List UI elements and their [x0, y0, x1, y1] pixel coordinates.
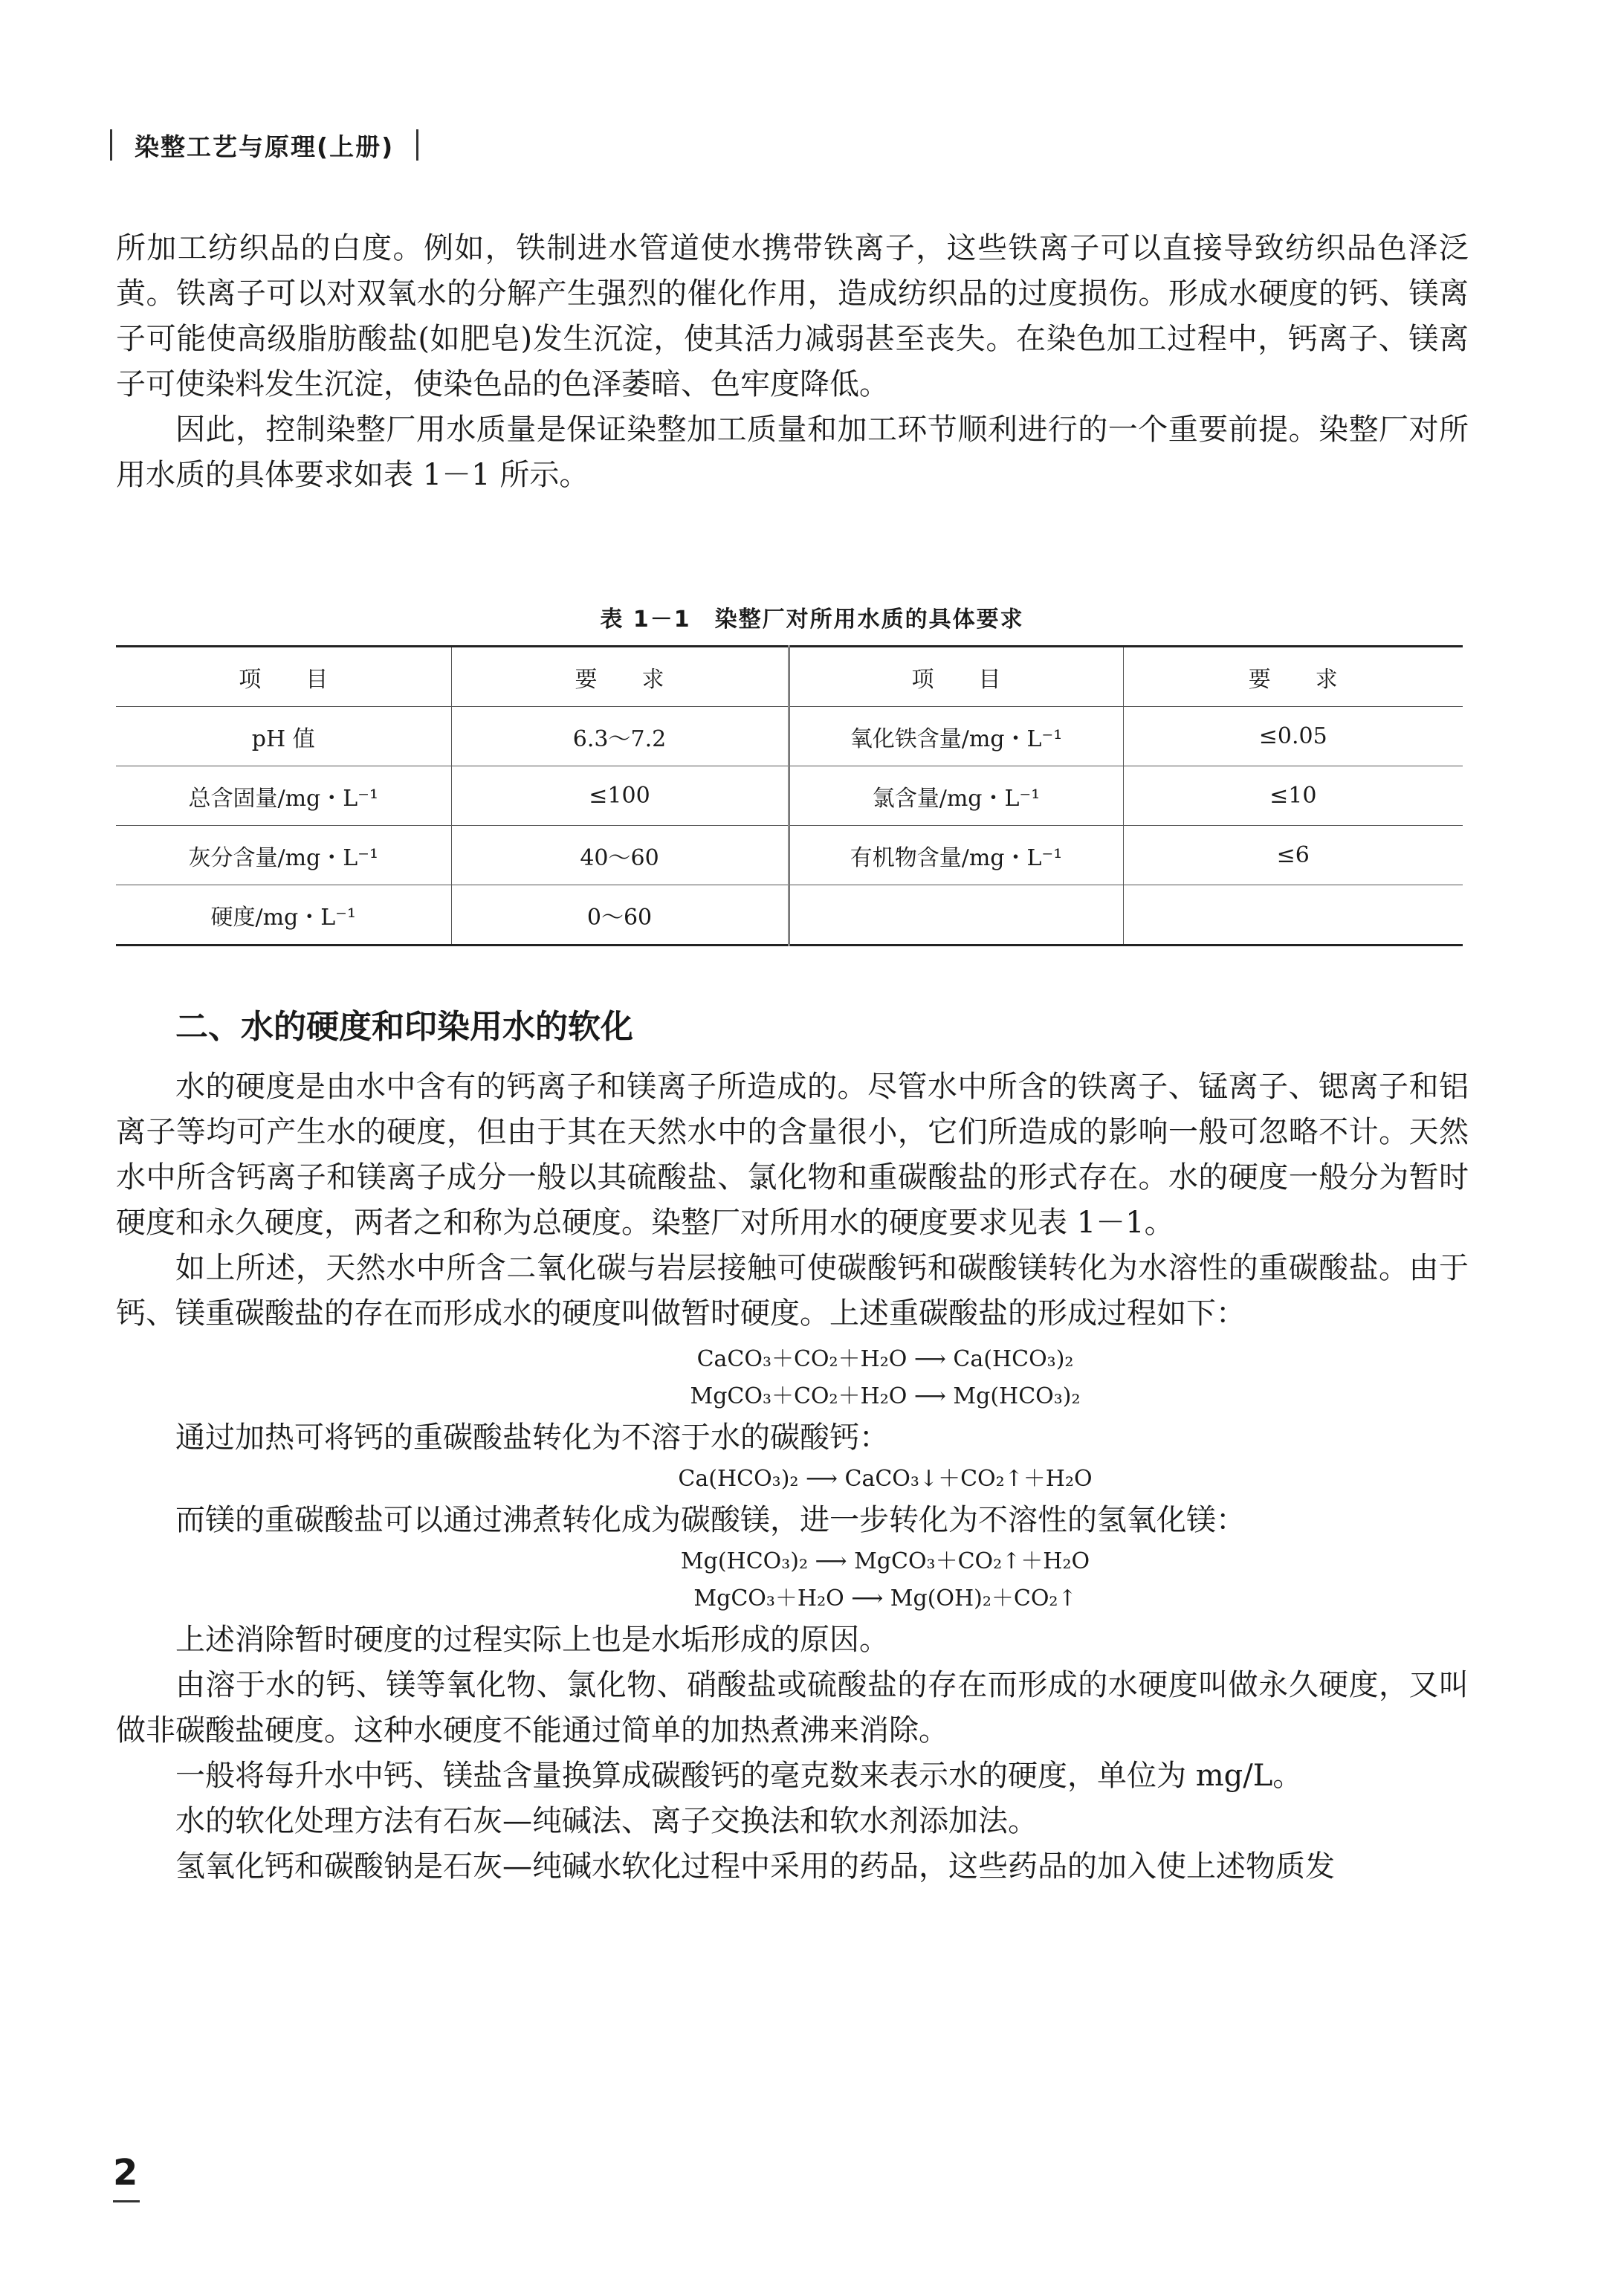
- paragraph-scale-formation: 上述消除暂时硬度的过程实际上也是水垢形成的原因。: [175, 1623, 889, 1657]
- paragraph-hardness-unit: 一般将每升水中钙、镁盐含量换算成碳酸钙的毫克数来表示水的硬度，单位为 mg/L。: [175, 1759, 1303, 1793]
- table-row: [116, 885, 1463, 946]
- table-header-row: [116, 647, 1463, 707]
- table-row: [116, 826, 1463, 885]
- equation-magnesium-hydroxide: MgCO₃＋H₂O ⟶ Mg(OH)₂＋CO₂↑: [693, 1586, 1077, 1612]
- table-cell: 40～60: [451, 826, 789, 885]
- section-title: 二、水的硬度和印染用水的软化: [175, 1008, 633, 1046]
- paragraph-softening-methods: 水的软化处理方法有石灰—纯碱法、离子交换法和软水剂添加法。: [175, 1804, 1038, 1838]
- paragraph-temporary-hardness: 如上所述，天然水中所含二氧化碳与岩层接触可使碳酸钙和碳酸镁转化为水溶性的重碳酸盐。由于钙、镁重碳酸盐的存在而形成水的硬度叫做暂时硬度。上述重碳酸盐的形成过程如下：: [116, 1251, 1469, 1331]
- equation-calcium-bicarbonate: CaCO₃＋CO₂＋H₂O ⟶ Ca(HCO₃)₂: [696, 1346, 1074, 1372]
- paragraph-heating: 通过加热可将钙的重碳酸盐转化为不溶于水的碳酸钙：: [175, 1420, 889, 1455]
- header-book-title: 染整工艺与原理(上册): [135, 132, 395, 161]
- table-cell: 氯含量/mg・L⁻¹: [789, 766, 1123, 826]
- header-divider-right: [416, 129, 418, 161]
- table-cell: pH 值: [116, 707, 451, 766]
- table-cell: ≤6: [1123, 826, 1463, 885]
- table-cell: 氧化铁含量/mg・L⁻¹: [789, 707, 1123, 766]
- table-cell: 有机物含量/mg・L⁻¹: [789, 826, 1123, 885]
- table-caption: 表 1－1 染整厂对所用水质的具体要求: [600, 607, 1024, 633]
- table-header-cell: 项 目: [789, 647, 1123, 707]
- table-row: [116, 766, 1463, 826]
- table-header-cell: 项 目: [116, 647, 451, 707]
- section-body: [116, 1064, 1469, 1890]
- paragraph-intro-2: 因此，控制染整厂用水质量是保证染整加工质量和加工环节顺利进行的一个重要前提。染整厂对所用水质的具体要求如表 1－1 所示。: [116, 413, 1469, 492]
- page-number: 2: [113, 2152, 138, 2194]
- running-header: [110, 123, 418, 167]
- equation-magnesium-bicarbonate: MgCO₃＋CO₂＋H₂O ⟶ Mg(HCO₃)₂: [690, 1383, 1081, 1409]
- table-cell: [1123, 885, 1463, 946]
- intro-text: [116, 226, 1469, 498]
- paragraph-boiling: 而镁的重碳酸盐可以通过沸煮转化成为碳酸镁，进一步转化为不溶性的氢氧化镁：: [175, 1503, 1246, 1537]
- paragraph-lime-soda: 氢氧化钙和碳酸钠是石灰—纯碱水软化过程中采用的药品，这些药品的加入使上述物质发: [175, 1849, 1335, 1884]
- paragraph-intro-1: 所加工纺织品的白度。例如，铁制进水管道使水携带铁离子，这些铁离子可以直接导致纺织品色泽泛黄。铁离子可以对双氧水的分解产生强烈的催化作用，造成纺织品的过度损伤。形成水硬度的钙、镁离子可能使高级脂肪酸盐(如肥皂)发生沉淀，使其活力减弱甚至丧失。在染色加工过程中，钙离子、镁离子可使染料发生沉淀，使染色品的色泽萎暗、色牢度降低。: [116, 231, 1469, 401]
- water-quality-table: [116, 645, 1463, 946]
- table-header-cell: 要 求: [451, 647, 789, 707]
- table-cell: 灰分含量/mg・L⁻¹: [116, 826, 451, 885]
- table-cell: ≤100: [451, 766, 789, 826]
- table-cell: 硬度/mg・L⁻¹: [116, 885, 451, 946]
- table-cell: 6.3～7.2: [451, 707, 789, 766]
- table-header-cell: 要 求: [1123, 647, 1463, 707]
- paragraph-hardness-intro: 水的硬度是由水中含有的钙离子和镁离子所造成的。尽管水中所含的铁离子、锰离子、锶离子和铝离子等均可产生水的硬度，但由于其在天然水中的含量很小，它们所造成的影响一般可忽略不计。天然水中所含钙离子和镁离子成分一般以其硫酸盐、氯化物和重碳酸盐的形式存在。水的硬度一般分为暂时硬度和永久硬度，两者之和称为总硬度。染整厂对所用水的硬度要求见表 1－1。: [116, 1070, 1469, 1240]
- paragraph-permanent-hardness: 由溶于水的钙、镁等氧化物、氯化物、硝酸盐或硫酸盐的存在而形成的水硬度叫做永久硬度，又叫做非碳酸盐硬度。这种水硬度不能通过简单的加热煮沸来消除。: [116, 1668, 1469, 1748]
- table-cell: ≤0.05: [1123, 707, 1463, 766]
- table-cell: [789, 885, 1123, 946]
- equation-calcium-decomposition: Ca(HCO₃)₂ ⟶ CaCO₃↓＋CO₂↑＋H₂O: [678, 1466, 1093, 1492]
- table-row: [116, 707, 1463, 766]
- table-cell: ≤10: [1123, 766, 1463, 826]
- table-cell: 0～60: [451, 885, 789, 946]
- table-cell: 总含固量/mg・L⁻¹: [116, 766, 451, 826]
- header-divider-left: [110, 129, 112, 161]
- page-number-underline: [113, 2200, 140, 2202]
- equation-magnesium-decomposition: Mg(HCO₃)₂ ⟶ MgCO₃＋CO₂↑＋H₂O: [680, 1548, 1090, 1574]
